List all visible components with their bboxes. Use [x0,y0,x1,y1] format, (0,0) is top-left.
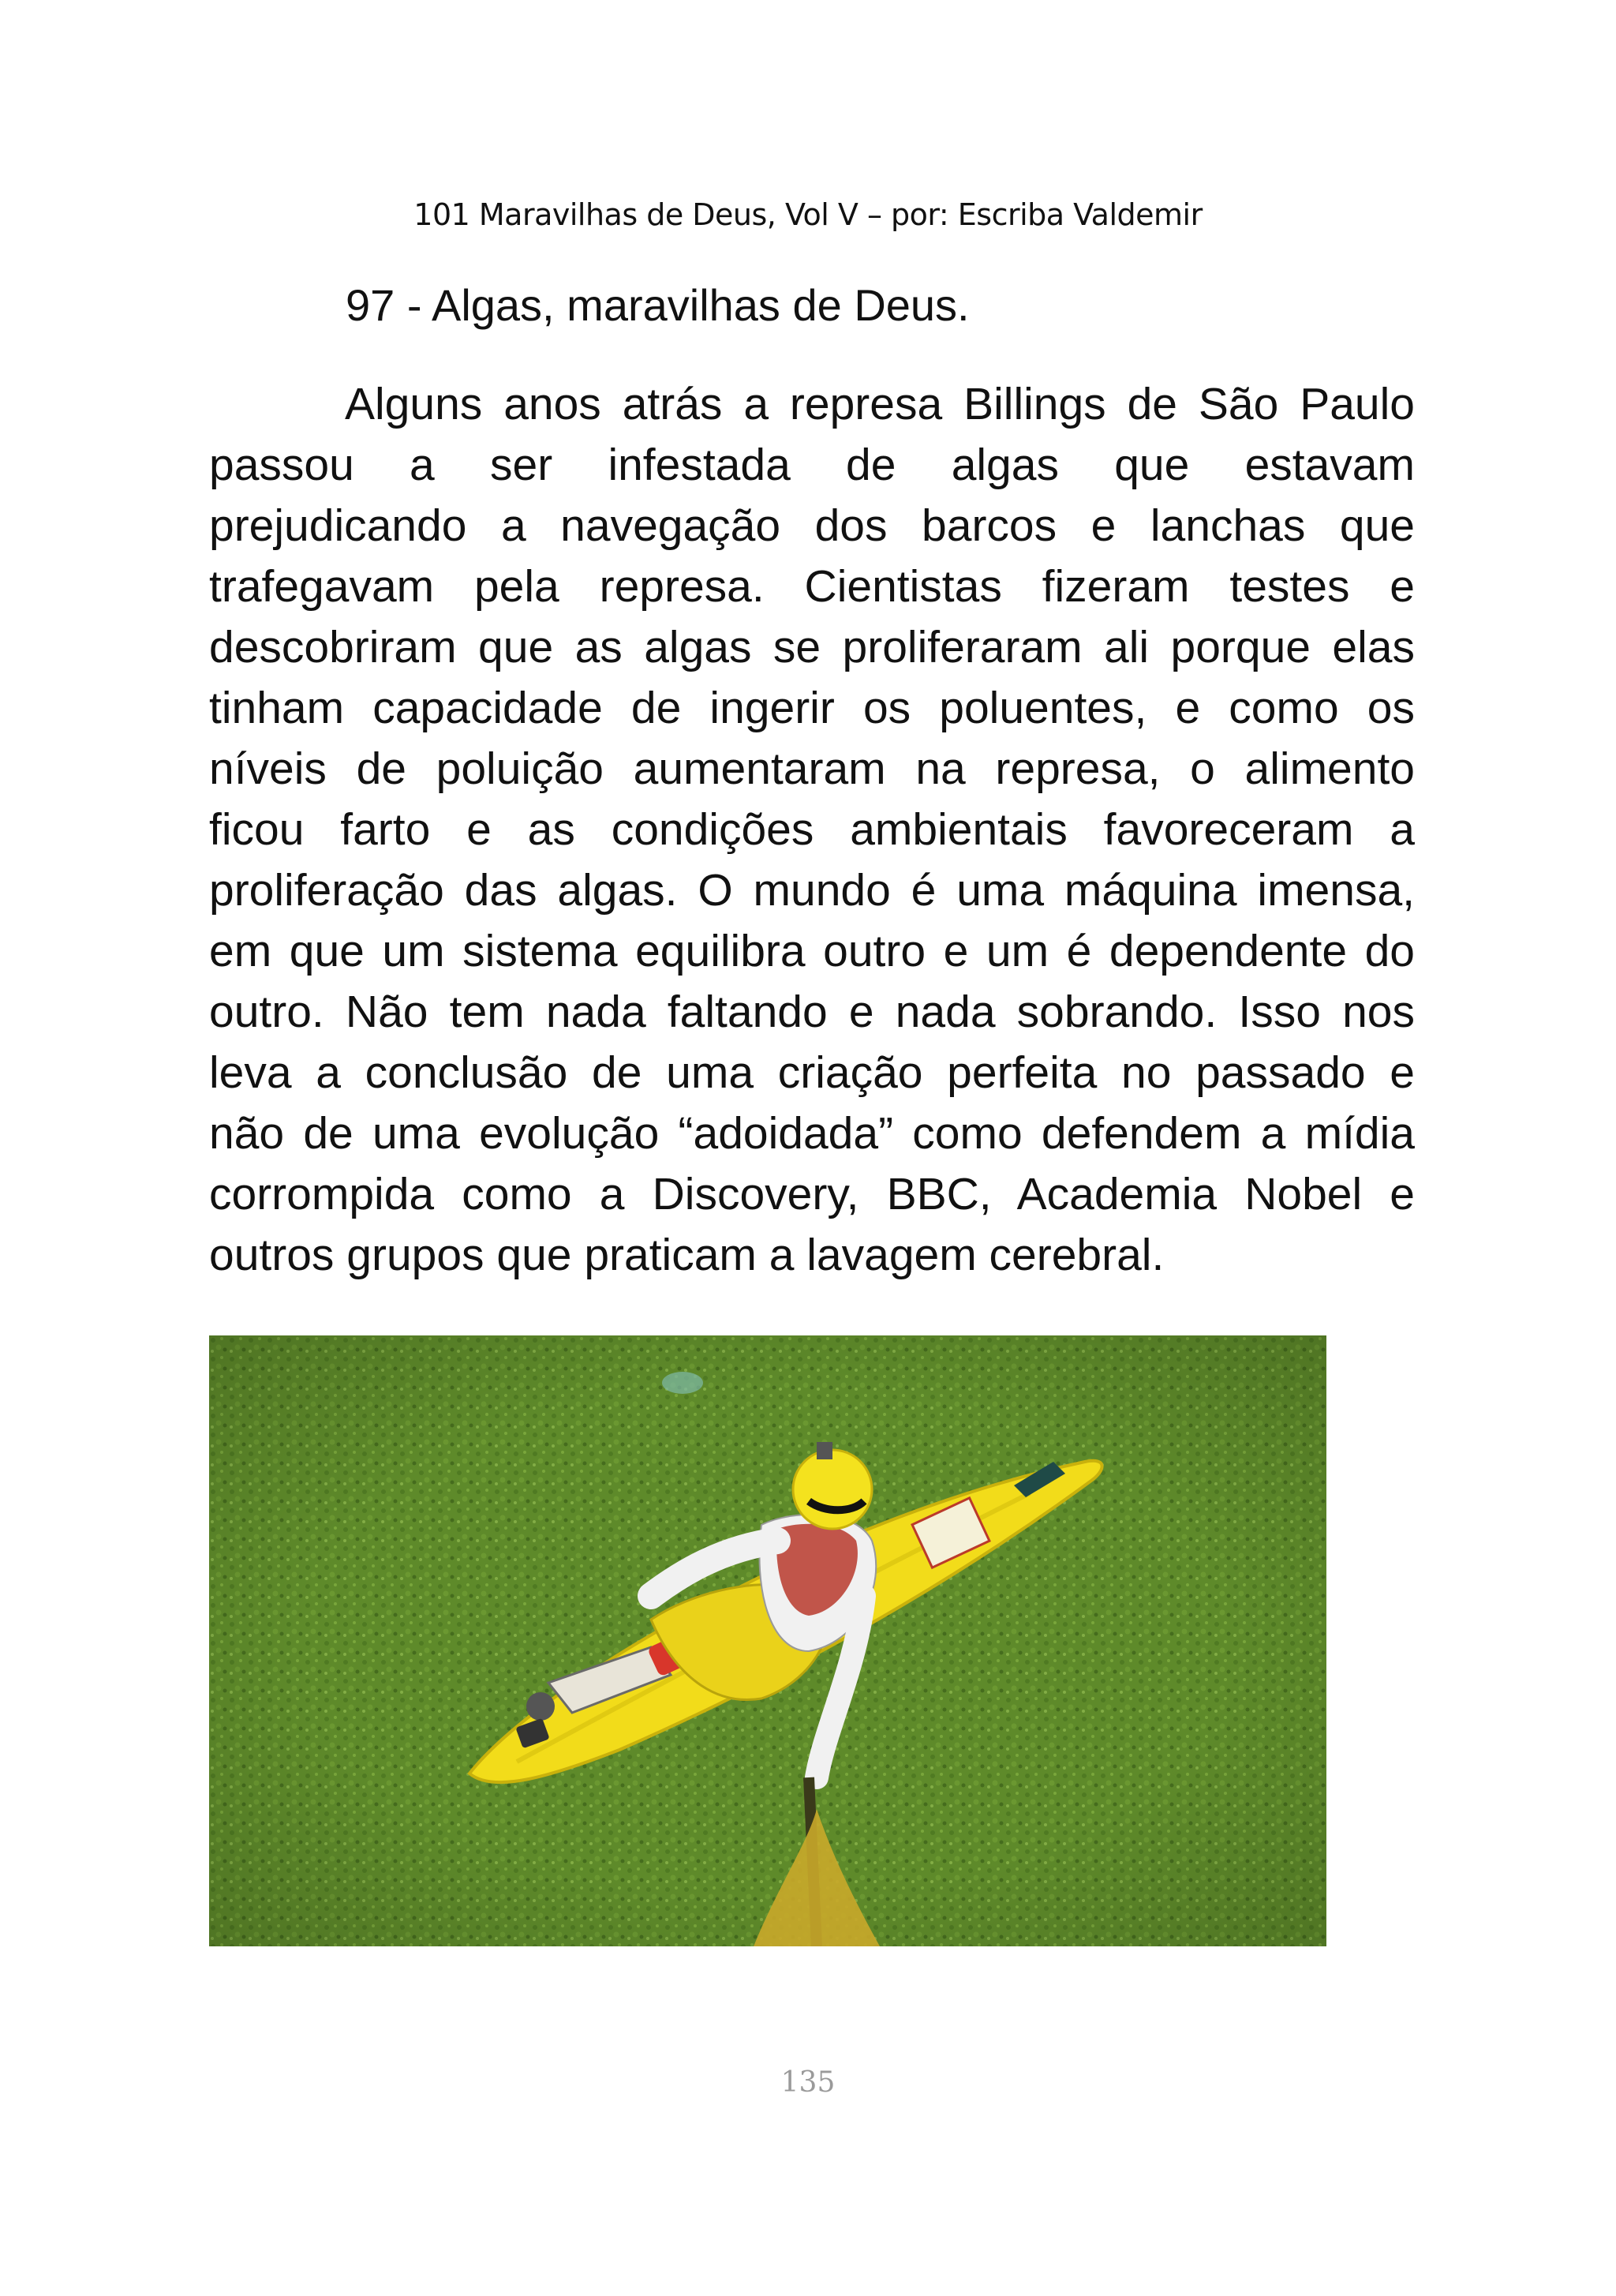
paragraph-line: corrompida como a Discovery, BBC, Academia Nobel e [209,1169,1415,1219]
paragraph-line: descobriram que as algas se proliferaram ali porque elas [209,622,1415,672]
paragraph-line: trafegavam pela represa. Cientistas fizeram testes e [209,561,1415,612]
paragraph-line: prejudicando a navegação dos barcos e lanchas que [209,500,1415,551]
paragraph-line: passou a ser infestada de algas que estavam [209,440,1415,490]
paragraph-line: ficou farto e as condições ambientais favoreceram a [209,804,1415,855]
paragraph-line: Alguns anos atrás a represa Billings de São Paulo [345,379,1415,429]
paragraph-line: em que um sistema equilibra outro e um é dependente do [209,926,1415,976]
running-header: 101 Maravilhas de Deus, Vol V – por: Escriba Valdemir [413,197,1203,232]
paragraph-line: outro. Não tem nada faltando e nada sobrando. Isso nos [209,987,1415,1037]
kayak-on-algae-photo [209,1335,1326,1946]
paragraph-line: outros grupos que praticam a lavagem cerebral. [209,1230,1165,1280]
paragraph-line: níveis de poluição aumentaram na represa, o alimento [209,743,1415,794]
chapter-title: 97 - Algas, maravilhas de Deus. [346,280,970,330]
paragraph-line: não de uma evolução “adoidada” como defendem a mídia [209,1108,1415,1159]
page-number: 135 [780,2066,836,2099]
paragraph-line: proliferação das algas. O mundo é uma máquina imensa, [209,865,1415,916]
paragraph-line: tinham capacidade de ingerir os poluentes, e como os [209,683,1415,733]
body-paragraph [209,374,1415,1286]
paragraph-line: leva a conclusão de uma criação perfeita no passado e [209,1047,1415,1098]
